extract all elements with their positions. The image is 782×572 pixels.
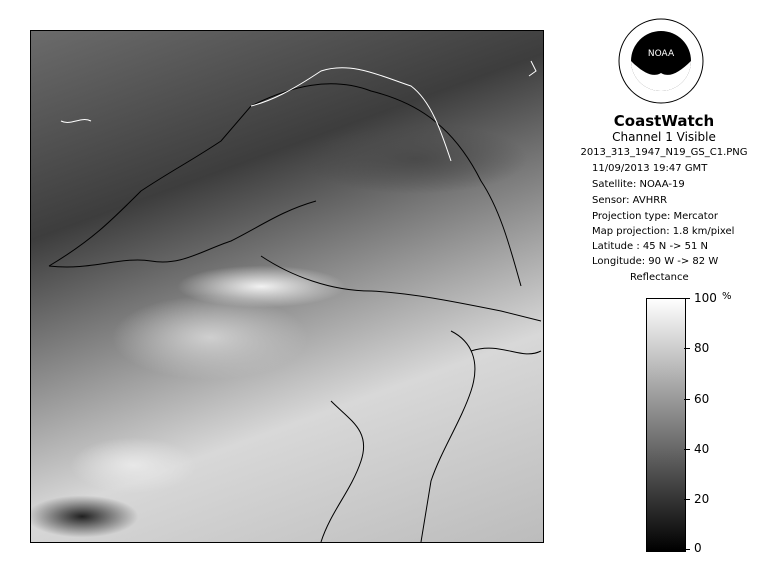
reflectance-scale-bar — [646, 298, 686, 552]
scale-label: 0 — [694, 541, 702, 555]
scale-label: 60 — [694, 392, 710, 406]
datetime: 11/09/2013 19:47 GMT — [592, 163, 708, 174]
scale-label: 80 — [694, 341, 710, 355]
scale-title: Reflectance — [630, 272, 689, 283]
scale-label: 100 — [694, 291, 717, 305]
projection-type: Projection type: Mercator — [592, 211, 718, 222]
channel-label: Channel 1 Visible — [612, 130, 716, 144]
coastline-overlay — [31, 31, 543, 542]
latitude: Latitude : 45 N -> 51 N — [592, 241, 708, 252]
longitude: Longitude: 90 W -> 82 W — [592, 256, 719, 267]
map-projection: Map projection: 1.8 km/pixel — [592, 226, 735, 237]
filename-label: 2013_313_1947_N19_GS_C1.PNG — [580, 147, 748, 158]
noaa-logo — [618, 18, 704, 104]
satellite-image — [30, 30, 544, 543]
scale-unit: % — [722, 291, 732, 302]
svg-text:NOAA: NOAA — [647, 49, 675, 59]
scale-label: 40 — [694, 442, 710, 456]
scale-tick — [684, 549, 690, 550]
app-title: CoastWatch — [613, 112, 715, 130]
satellite: Satellite: NOAA-19 — [592, 179, 685, 190]
scale-tick — [684, 348, 690, 349]
scale-tick — [684, 298, 690, 299]
scale-tick — [684, 449, 690, 450]
sensor: Sensor: AVHRR — [592, 195, 668, 206]
scale-label: 20 — [694, 492, 710, 506]
scale-tick — [684, 399, 690, 400]
scale-tick — [684, 499, 690, 500]
